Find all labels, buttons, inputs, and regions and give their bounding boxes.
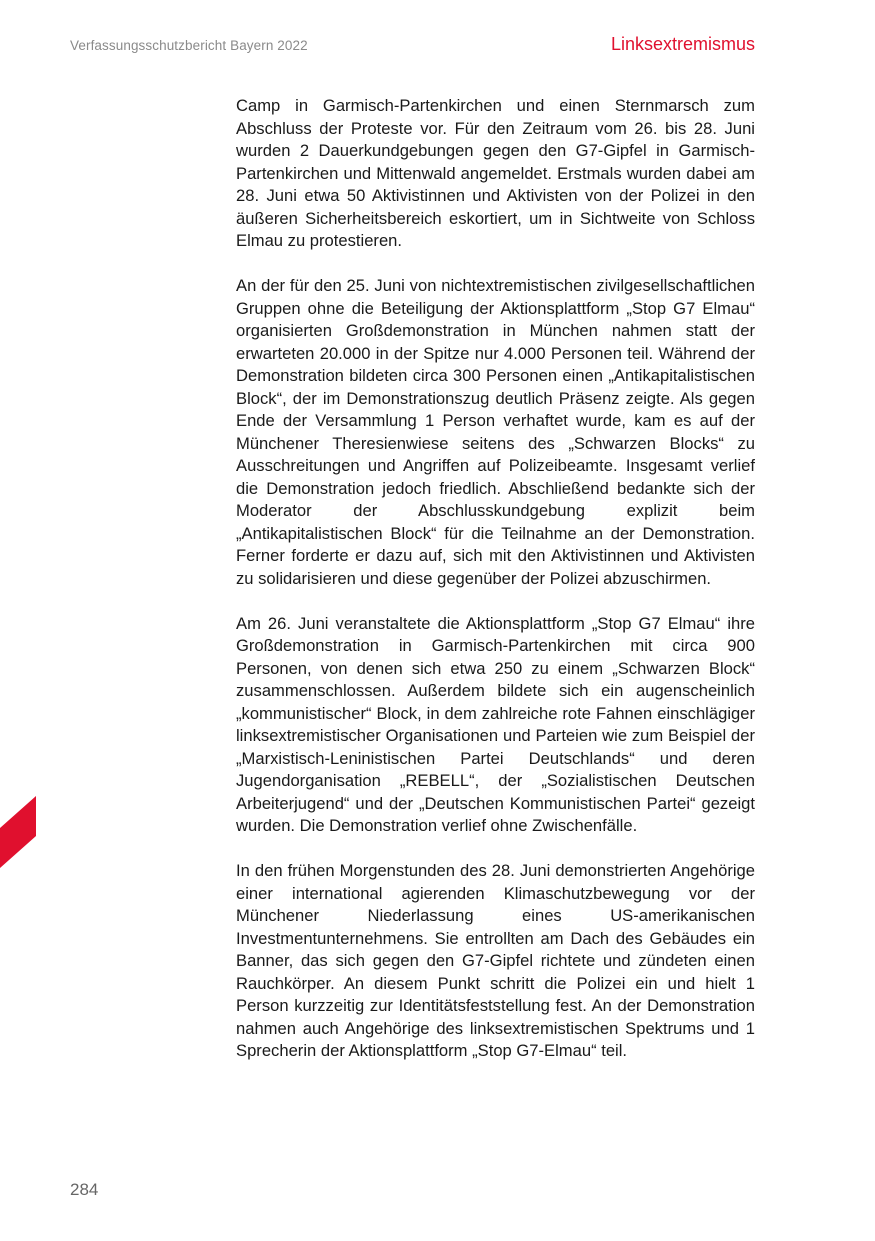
chapter-marker-shape — [0, 796, 36, 868]
paragraph: In den frühen Morgenstunden des 28. Juni demonstrierten Angehörige einer international agierenden Klimaschutzbewegung vor der Münchener Niederlassung eines US-amerikanischen Investmentunternehmens. Sie entrollten am Dach des Gebäudes ein Banner, das sich gegen den G7-Gipfel richtete und zündeten einen Rauchkörper. An diesem Punkt schritt die Polizei ein und hielt 1 Person kurzzeitig zur Identitätsfeststellung fest. An der Demonstration nahmen auch Angehörige des linksextremistischen Spektrums und 1 Sprecherin der Aktionsplattform „Stop G7-Elmau“ teil. — [236, 861, 755, 1060]
page-number: 284 — [70, 1180, 99, 1199]
paragraph: Camp in Garmisch-Partenkirchen und einen Sternmarsch zum Abschluss der Proteste vor. Für den Zeitraum vom 26. bis 28. Juni wurden 2 Dauerkundgebungen gegen den G7-Gipfel in Garmisch-Partenkirchen und Mittenwald angemeldet. Erstmals wurden dabei am 28. Juni etwa 50 Aktivistinnen und Aktivisten von der Polizei in den äußeren Sicherheitsbereich eskortiert, um in Sichtweite von Schloss Elmau zu protestieren. — [236, 96, 755, 250]
paragraph: An der für den 25. Juni von nichtextremistischen zivilgesellschaftlichen Gruppen ohne die Beteiligung der Aktionsplattform „Stop G7 Elmau“ organisierten Großdemonstration in München nahmen statt der erwarteten 20.000 in der Spitze nur 4.000 Personen teil. Während der Demonstration bildeten circa 300 Personen einen „Antikapitalistischen Block“, der im Demonstrationszug deutlich Präsenz zeigte. Als gegen Ende der Versammlung 1 Person verhaftet wurde, kam es auf der Münchener Theresienwiese seitens des „Schwarzen Blocks“ zu Ausschreitungen und Angriffen auf Polizeibeamte. Insgesamt verlief die Demonstration jedoch friedlich. Abschließend bedankte sich der Moderator der Abschlusskundgebung explizit beim „Antikapitalistischen Block“ für die Teilnahme an der Demonstration. Ferner forderte er dazu auf, sich mit den Aktivistinnen und Aktivisten zu solidarisieren und diese gegenüber der Polizei abzuschirmen. — [236, 276, 755, 588]
publication-title: Verfassungsschutzbericht Bayern 2022 — [70, 38, 308, 53]
chapter-marker — [0, 796, 36, 868]
main-text — [236, 95, 755, 1063]
paragraph: Am 26. Juni veranstaltete die Aktionsplattform „Stop G7 Elmau“ ihre Großdemonstration in Garmisch-Partenkirchen mit circa 900 Personen, von denen sich etwa 250 zu einem „Schwarzen Block“ zusammenschlossen. Außerdem bildete sich ein augenscheinlich „kommunistischer“ Block, in dem zahlreiche rote Fahnen einschlägiger linksextremistischer Organisationen und Parteien wie zum Beispiel der „Marxistisch-Leninistischen Partei Deutschlands“ und deren Jugendorganisation „REBELL“, der „Sozialistischen Deutschen Arbeiterjugend“ und der „Deutschen Kommunistischen Partei“ gezeigt wurden. Die Demonstration verlief ohne Zwischenfälle. — [236, 613, 755, 835]
chapter-title: Linksextremismus — [610, 34, 755, 54]
